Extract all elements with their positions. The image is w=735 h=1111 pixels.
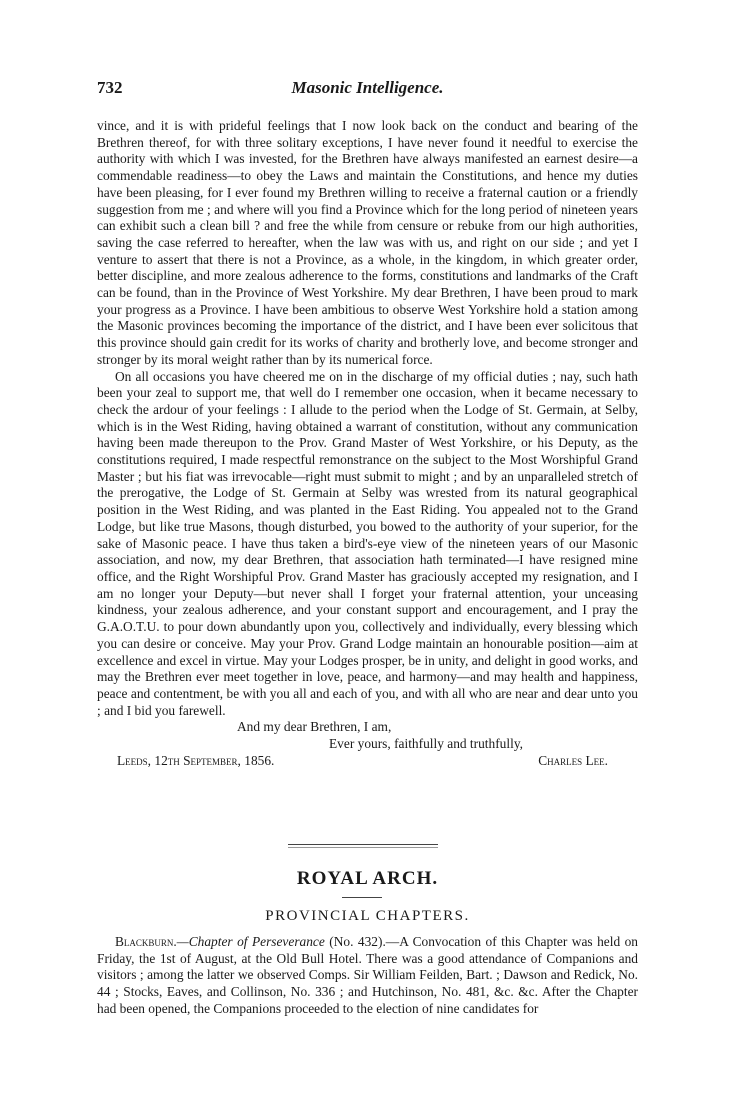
running-title: Masonic Intelligence. [291,78,444,97]
letter-paragraph-2: On all occasions you have cheered me on in the discharge of my official duties ; nay, such hath been your zeal to support me, that well do I remember one occasion, when it became necessary to check the ardour of your feelings : I allude to the period when the Lodge of St. Germain, at Selby, which is in the West Riding, having obtained a warrant of constitution, without any communication having been made thereupon to the Prov. Grand Master of West Yorkshire, or his Deputy, as the constitutions required, I made respectful remonstrance on the subject to the Most Worshipful Grand Master ; but his fiat was irrevocable—right must submit to might ; and by an unparalleled stretch of the prerogative, the Lodge of St. Germain at Selby was wrested from its natural geographical position in the West Riding, and was planted in the East Riding. You appealed not to the Grand Lodge, but like true Masons, though disturbed, you bowed to the authority of your superior, for the sake of Masonic peace. I have thus taken a bird's-eye view of the nineteen years of our Masonic association, and now, my dear Brethren, that association hath terminated—I have resigned mine office, and the Right Worshipful Prov. Grand Master has graciously accepted my resignation, and I am no longer your Deputy—but never shall I forget your fraternal attention, your unceasing kindness, your zealous adherence, and your constant support and encouragement, and I pray the G.A.O.T.U. to pour down abundantly upon you, collectively and individually, every blessing which you can desire or conceive. May your Prov. Grand Lodge maintain an honourable position—aim at excellence and excel in virtue. May your Lodges prosper, be in unity, and delight in good works, and may the Brethren ever meet together in love, peace, and harmony—and may health and happiness, peace and contentment, be with you all and each of you, and with all who are near and dear unto you ; and I bid you farewell. [97,368,638,718]
page-header [97,78,638,102]
signature-line [97,753,638,770]
chapter-name: —Chapter of Perseverance [176,934,325,949]
letter-paragraph-1: vince, and it is with prideful feelings that I now look back on the conduct and bearing of the Brethren thereof, for with three solitary exceptions, I have never found it needful to exercise the authority with which I was invested, for the Brethren have always manifested an earnest desire—a commendable readiness—to obey the Laws and maintain the Constitutions, and hence my duties have been pleasing, for I ever found my Brethren willing to receive a fraternal caution or a friendly suggestion from me ; and where will you find a Province which for the long period of nineteen years can exhibit such a clean bill ? and free the while from censure or rebuke from our high authorities, saving the case referred to hereafter, when the law was with us, and right on our side ; and yet I venture to assert that there is not a Province, as a whole, in the kingdom, in which greater order, better discipline, and more zealous adherence to the forms, constitutions and landmarks of the Craft can be found, than in the Province of West Yorkshire. My dear Brethren, I have been proud to mark your progress as a Province. I have been ambitious to observe West Yorkshire hold a station among the Masonic provinces becoming the importance of the district, and I have been ever solicitous that this province should gain credit for its works of charity and brotherly love, and become stronger and stronger by its moral weight rather than by its numerical force. [97,118,638,367]
section-divider [288,844,438,845]
closing-line-1: And my dear Brethren, I am, [237,719,392,735]
page-number: 732 [97,78,123,97]
signature: Charles Lee. [538,753,608,769]
chapter-report [97,934,638,1018]
place-date: Leeds, 12th September, 1856. [117,753,275,769]
section-title: ROYAL ARCH. [296,868,439,889]
letter-body [97,118,638,770]
subsection-title: PROVINCIAL CHAPTERS. [265,908,470,924]
report-lead: Blackburn. [115,934,177,949]
section-divider-secondary [288,847,438,848]
title-underline [342,897,382,898]
letter-closing [97,719,638,753]
report-text: (No. 432).—A Convocation of this Chapter was held on Friday, the 1st of August, at the Old Bull Hotel. There was a good attendance of Companions and visitors ; among the latter we observed Comps. Sir William Feilden, Bart. ; Dawson and Redick, No. 44 ; Stocks, Eaves, and Collinson, No. 336 ; and Hutchinson, No. 481, &c. &c. After the Chapter had been opened, the Companions proceeded to the election of nine candidates for [97,934,638,1016]
chapter-paragraph [97,934,638,1018]
closing-line-2: Ever yours, faithfully and truthfully, [329,736,523,752]
